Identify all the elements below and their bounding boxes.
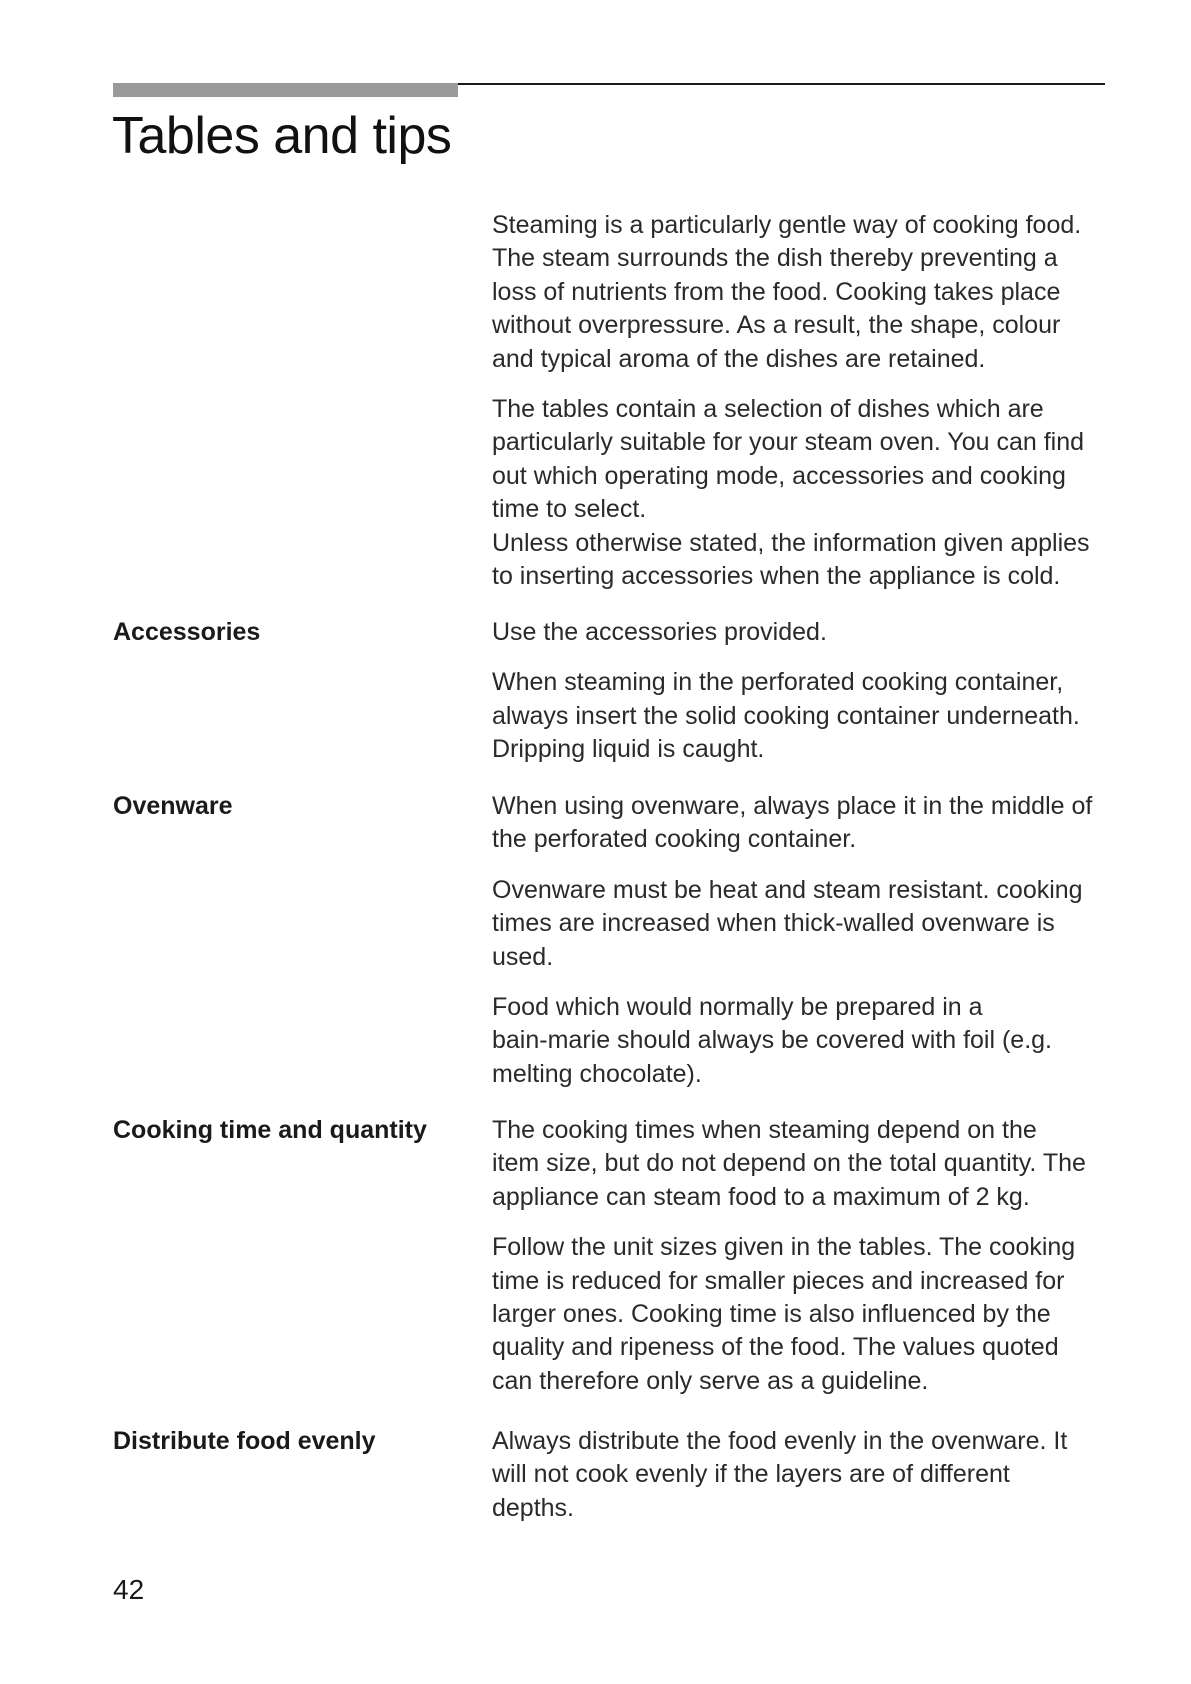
section-paragraph: Food which would normally be prepared in a bain-marie should always be covered with foil (e.g. melting chocolate). [492, 993, 1052, 1088]
section-heading: Ovenware [113, 792, 233, 820]
section-paragraphs [492, 616, 1112, 784]
section-heading: Accessories [113, 618, 261, 646]
intro-paragraph: The tables contain a selection of dishes which are particularly suitable for your steam oven. You can find out which operating mode, accessories and cooking time to select. Unless otherwise stated, the information given applies to inserting accessories when the appliance is cold. [492, 395, 1090, 591]
section-paragraph: Use the accessories provided. [492, 618, 827, 646]
page-number: 42 [113, 1574, 145, 1605]
section-paragraph: When steaming in the perforated cooking container, always insert the solid cooking container underneath. Dripping liquid is caught. [492, 668, 1080, 764]
page-title: Tables and tips [112, 107, 452, 165]
section-paragraphs [492, 790, 1112, 1108]
header-accent-bar [113, 83, 458, 97]
section-paragraph: Ovenware must be heat and steam resistant. cooking times are increased when thick-walled ovenware is used. [492, 875, 1083, 971]
section-paragraphs [492, 1425, 1112, 1542]
section-paragraphs [492, 1114, 1112, 1415]
section-paragraph: Always distribute the food evenly in the ovenware. It will not cook evenly if the layers are of different depths. [492, 1427, 1068, 1522]
intro-paragraph: Steaming is a particularly gentle way of cooking food. The steam surrounds the dish thereby preventing a loss of nutrients from the food. Cooking takes place without overpressure. As a result, the shape, colour and typical aroma of the dishes are retained. [492, 211, 1082, 373]
intro-paragraphs [492, 209, 1112, 610]
section-paragraph: When using ovenware, always place it in the middle of the perforated cooking container. [492, 792, 1093, 854]
section-heading: Distribute food evenly [113, 1427, 376, 1455]
section-paragraph: The cooking times when steaming depend on the item size, but do not depend on the total quantity. The appliance can steam food to a maximum of 2 kg. [492, 1116, 1086, 1211]
section-heading: Cooking time and quantity [113, 1116, 427, 1144]
section-paragraph: Follow the unit sizes given in the tables. The cooking time is reduced for smaller pieces and increased for larger ones. Cooking time is also influenced by the quality and ripeness of the food. The values quoted can therefore only serve as a guideline. [492, 1233, 1076, 1395]
